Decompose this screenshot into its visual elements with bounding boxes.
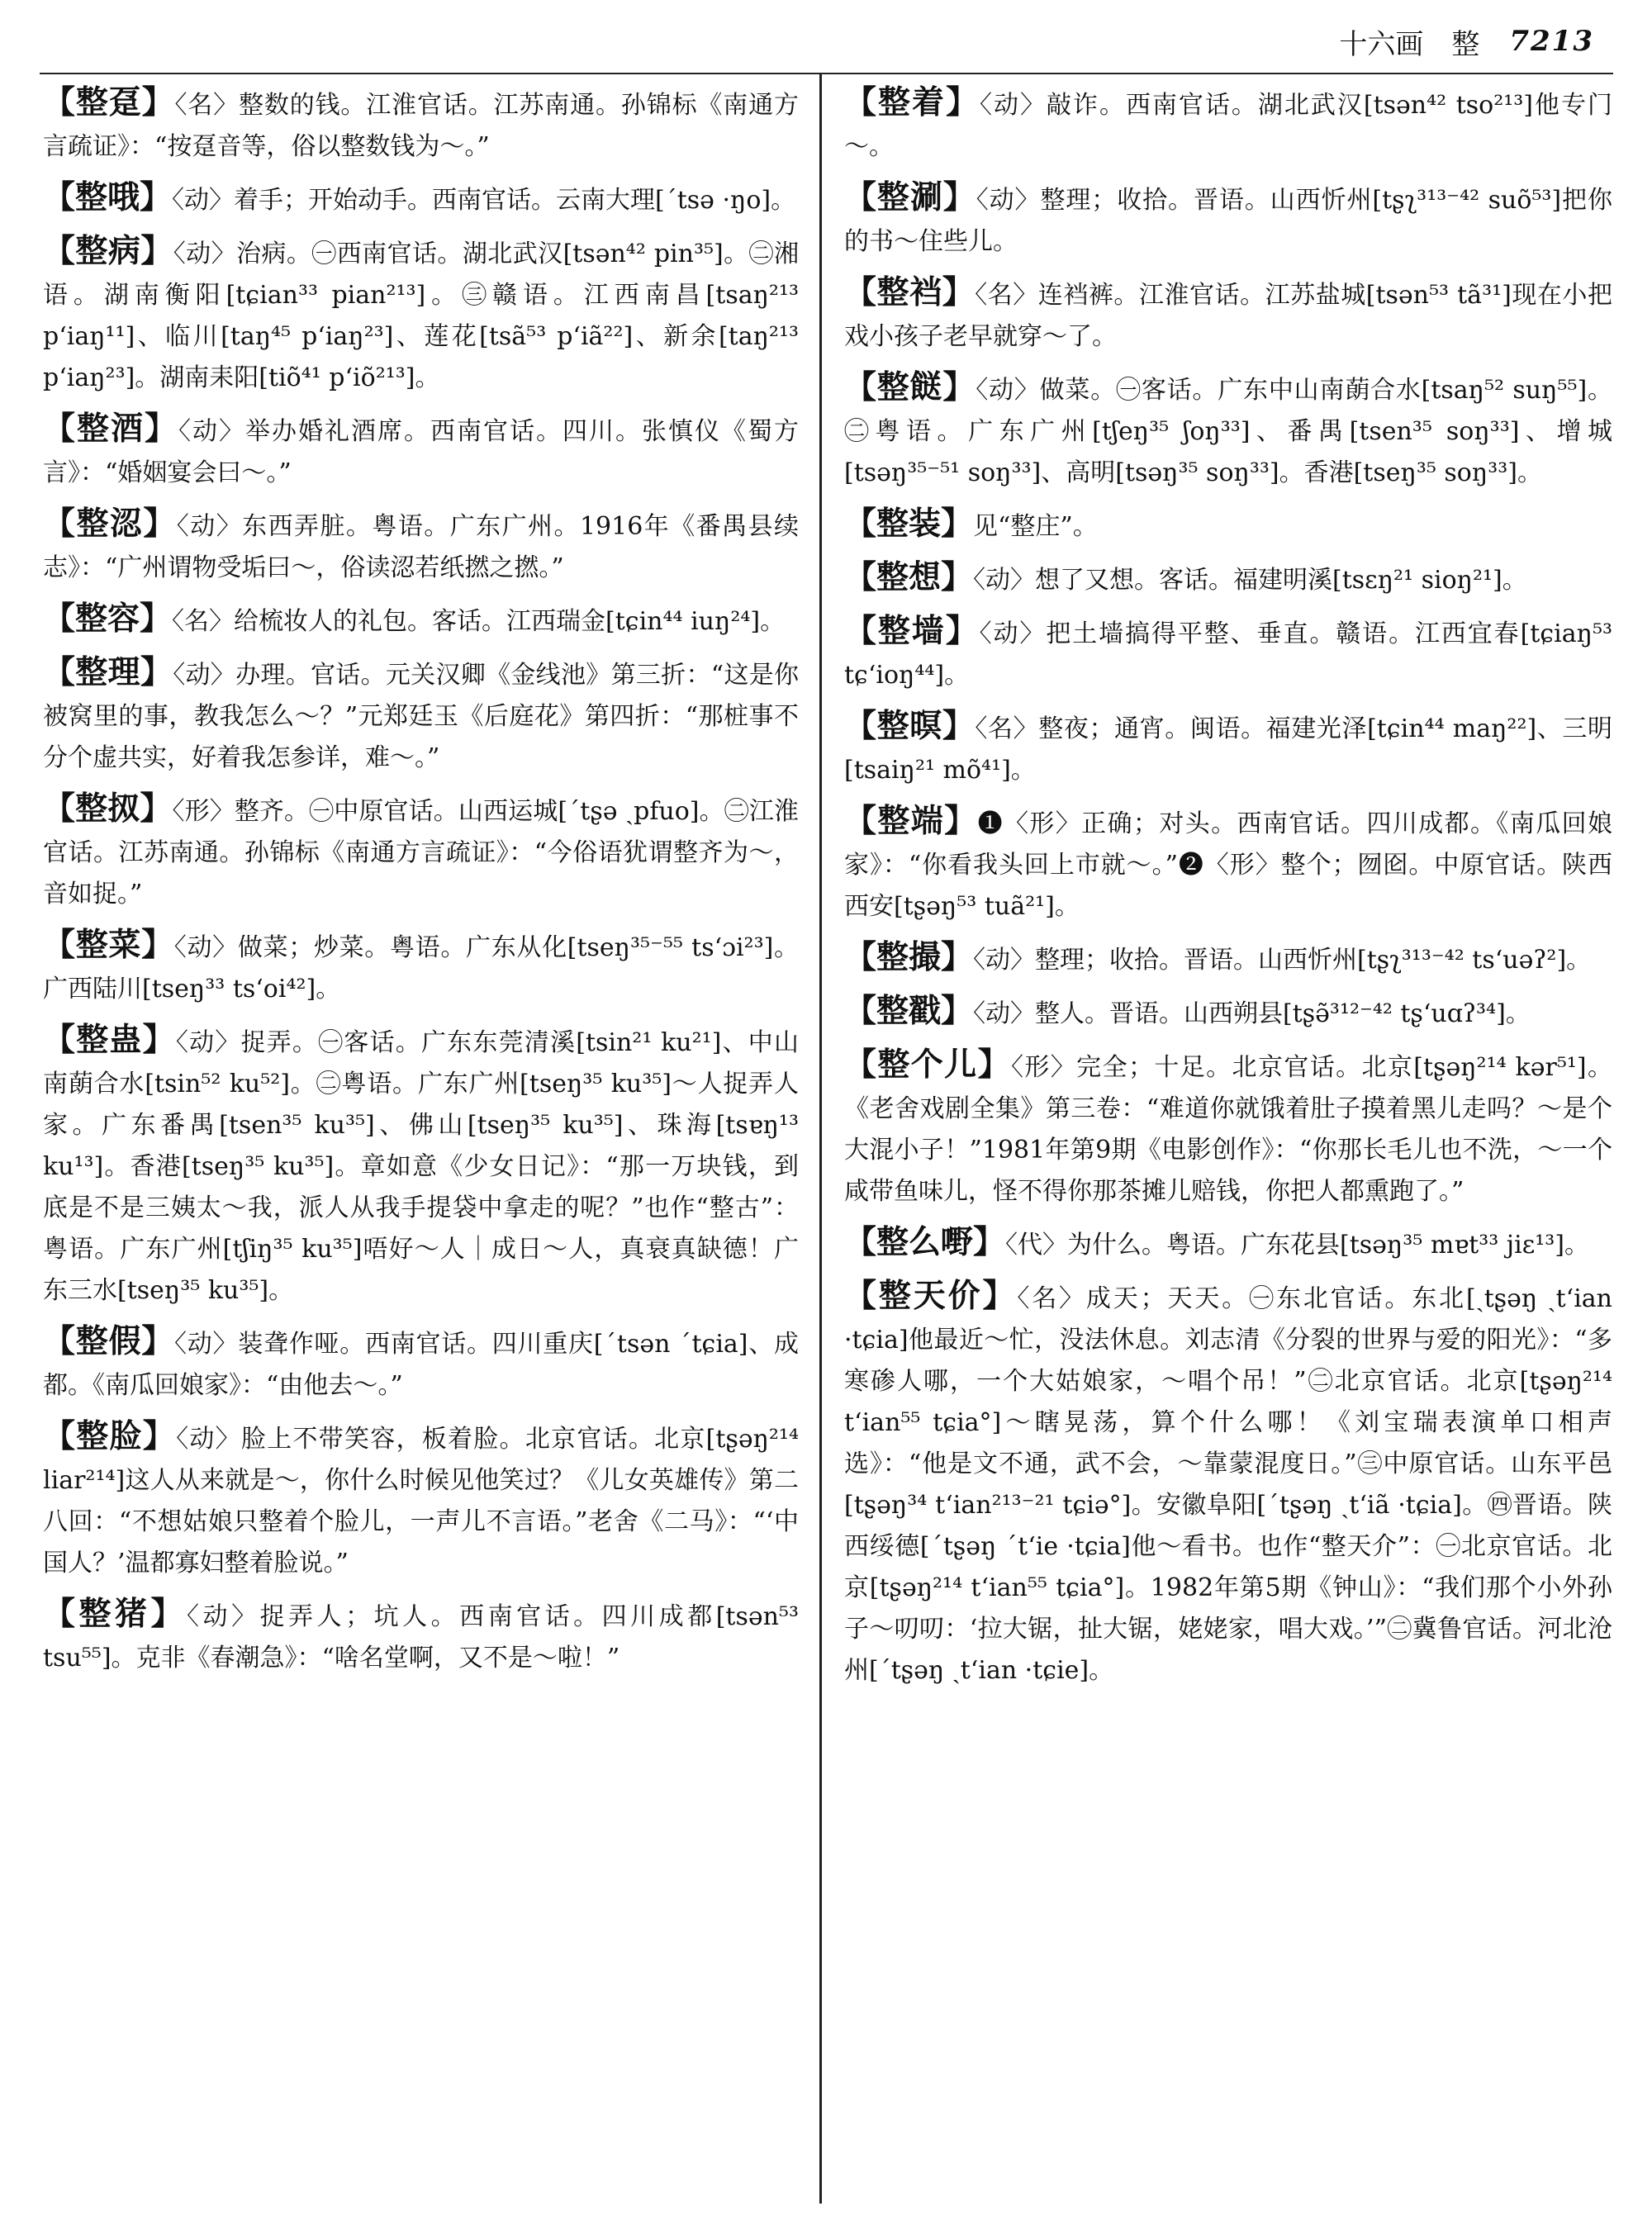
entry-headword: 【整餸】 [844,369,976,406]
entry-headword: 【整菜】 [43,927,174,964]
dictionary-entry [43,83,799,168]
entry-headword: 【整脸】 [43,1418,177,1455]
entry-definition: 见“整庄”。 [973,512,1098,541]
dictionary-entry [43,1020,799,1312]
entry-definition: 〈动〉整人。晋语。山西朔县[tʂə̃³¹²⁻⁴² tʂʻuɑʔ³⁴]。 [973,999,1531,1028]
entry-definition: 〈动〉做菜。㊀客话。广东中山南蓢合水[tsaŋ⁵² suŋ⁵⁵]。㊁粤语。广东广州[tʃeŋ³⁵ ʃoŋ³³]、番禺[tsen³⁵ soŋ³³]、增城[tsəŋ³⁵⁻⁵¹ soŋ³³]、高明[tsəŋ³⁵ soŋ³³]。香港[tseŋ³⁵ soŋ³³]。 [844,376,1612,487]
dictionary-entry [844,1222,1612,1266]
entry-headword: 【整着】 [844,84,980,121]
right-column [844,83,1612,1701]
entry-definition: 〈动〉捉弄。㊀客话。广东东莞清溪[tsin²¹ ku²¹]、中山南蓢合水[tsin⁵² ku⁵²]。㊁粤语。广东广州[tseŋ³⁵ ku³⁵]～人捉弄人家。广东番禺[tsen³⁵ ku³⁵]、佛山[tseŋ³⁵ ku³⁵]、珠海[tsɐŋ¹³ ku¹³]。香港[tseŋ³⁵ ku³⁵]。章如意《少女日记》：“那一万块钱，到底是不是三姨太～我，派人从我手提袋中拿走的呢？”也作“整古”：粤语。广东广州[tʃiŋ³⁵ ku³⁵]唔好～人｜成日～人，真衰真缺德！广东三水[tseŋ³⁵ ku³⁵]。 [43,1028,799,1305]
entry-definition: 〈动〉东西弄脏。粤语。广东广州。1916年《番禺县续志》：“广州谓物受垢曰～，俗读涊若纸撚之撚。” [43,512,799,582]
header-rule [40,73,1613,74]
entry-headword: 【整酒】 [43,410,178,448]
entry-headword: 【整墙】 [844,613,980,650]
entry-headword: 【整猪】 [43,1596,188,1633]
entry-headword: 【整涊】 [43,505,177,543]
entry-headword: 【整撮】 [844,939,974,976]
entry-definition: 〈动〉装聋作哑。西南官话。四川重庆[ˊtsən ˊtɕia]、成都。《南瓜回娘家》：“由他去～。” [43,1330,799,1400]
dictionary-entry [43,925,799,1010]
dictionary-entry [43,599,799,643]
entry-headword: 【整裆】 [844,274,976,311]
entry-headword: 【整么嘢】 [844,1224,1006,1261]
page-number: 7213 [1509,25,1594,58]
entry-definition: ❶〈形〉正确；对头。西南官话。四川成都。《南瓜回娘家》：“你看我头回上市就～。”❷〈形〉整个；囫囵。中原官话。陕西西安[tʂəŋ⁵³ tuã²¹]。 [844,809,1612,921]
dictionary-entry [43,652,799,779]
section-title: 十六画 整 [1339,27,1480,61]
dictionary-entry [43,409,799,494]
entry-definition: 〈形〉完全；十足。北京官话。北京[tʂəŋ²¹⁴ kər⁵¹]。《老舍戏剧全集》第三卷：“难道你就饿着肚子摸着黑儿走吗？～是个大混小子！”1981年第9期《电影创作》：“你那长毛儿也不洗，～一个咸带鱼味儿，怪不得你那茶摊儿赔钱，你把人都熏跑了。” [844,1053,1612,1206]
dictionary-entry [844,558,1612,601]
entry-headword: 【整病】 [43,233,173,270]
entry-definition: 〈动〉举办婚礼酒席。西南官话。四川。张慎仪《蜀方言》：“婚姻宴会曰～。” [43,417,799,487]
entry-headword: 【整假】 [43,1323,174,1360]
left-column [43,83,799,1689]
entry-headword: 【整端】 [844,803,978,840]
entry-headword: 【整装】 [844,505,974,543]
entry-definition: 〈名〉整数的钱。江淮官话。江苏南通。孙锦标《南通方言疏证》：“按趸音等，俗以整数钱为～。” [43,91,799,161]
entry-definition: 〈名〉连裆裤。江淮官话。江苏盐城[tsən⁵³ tã³¹]现在小把戏小孩子老早就穿～了。 [844,281,1612,351]
entry-definition: 〈代〉为什么。粤语。广东花县[tsəŋ³⁵ mɐt³³ jiɛ¹³]。 [1005,1231,1590,1260]
entry-definition: 〈动〉整理；收拾。晋语。山西忻州[tʂʅ³¹³⁻⁴² suõ⁵³]把你的书～住些儿。 [844,186,1612,256]
dictionary-entry [43,789,799,915]
entry-definition: 〈名〉给梳妆人的礼包。客话。江西瑞金[tɕin⁴⁴ iuŋ²⁴]。 [172,607,786,636]
dictionary-entry [43,504,799,589]
entry-headword: 【整涮】 [844,179,976,216]
entry-definition: 〈动〉办理。官话。元关汉卿《金线池》第三折：“这是你被窝里的事，教我怎么～？”元郑廷玉《后庭花》第四折：“那桩事不分个虚共实，好着我怎参详，难～。” [43,661,799,772]
dictionary-entry [844,937,1612,981]
entry-definition: 〈名〉整夜；通宵。闽语。福建光泽[tɕin⁴⁴ maŋ²²]、三明[tsaiŋ²¹ mõ⁴¹]。 [844,714,1612,785]
dictionary-entry [844,1045,1612,1212]
entry-headword: 【整想】 [844,559,974,596]
entry-definition: 〈动〉脸上不带笑容，板着脸。北京官话。北京[tʂəŋ²¹⁴ liar²¹⁴]这人从来就是～，你什么时候见他笑过？《儿女英雄传》第二八回：“不想姑娘只整着个脸儿，一声儿不言语。”老舍《二马》：“‘中国人？’温都寡妇整着脸说。” [43,1425,799,1578]
dictionary-entry [43,231,799,399]
dictionary-entry [844,368,1612,494]
entry-definition: 〈动〉治病。㊀西南官话。湖北武汉[tsən⁴² pin³⁵]。㊁湘语。湖南衡阳[tɕian³³ pian²¹³]。㊂赣语。江西南昌[tsaŋ²¹³ pʻiaŋ¹¹]、临川[taŋ⁴⁵ pʻiaŋ²³]、莲花[tsã⁵³ pʻiã²²]、新余[taŋ²¹³ pʻiaŋ²³]。湖南耒阳[tiõ⁴¹ pʻiõ²¹³]。 [43,240,799,392]
entry-headword: 【整㧐】 [43,790,173,828]
entry-definition: 〈形〉整齐。㊀中原官话。山西运城[ˊtʂə ˏpfuo]。㊁江淮官话。江苏南通。孙锦标《南通方言疏证》：“今俗语犹谓整齐为～，音如捉。” [43,797,799,909]
entry-definition: 〈动〉把土墙搞得平整、垂直。赣语。江西宜春[tɕiaŋ⁵³ tɕʻioŋ⁴⁴]。 [844,619,1612,690]
entry-definition: 〈动〉做菜；炒菜。粤语。广东从化[tseŋ³⁵⁻⁵⁵ tsʻɔi²³]。广西陆川[tseŋ³³ tsʻoi⁴²]。 [43,933,799,1004]
dictionary-entry [844,991,1612,1035]
dictionary-entry [844,273,1612,358]
dictionary-entry [844,504,1612,548]
entry-definition: 〈动〉着手；开始动手。西南官话。云南大理[ˊtsə ·ŋo]。 [172,186,796,215]
entry-headword: 【整哦】 [43,179,173,216]
entry-headword: 【整趸】 [43,84,175,121]
entry-headword: 【整戳】 [844,993,974,1030]
dictionary-entry [43,1594,799,1679]
entry-definition: 〈名〉成天；天天。㊀东北官话。东北[ˏtʂəŋ ˏtʻian ·tɕia]他最近～忙，没法休息。刘志清《分裂的世界与爱的阳光》：“多寒碜人哪，一个大姑娘家，～唱个吊！”㊁北京官话。北京[tʂəŋ²¹⁴ tʻian⁵⁵ tɕia°]～瞎晃荡，算个什么哪！《刘宝瑞表演单口相声选》：“他是文不通，武不会，～靠蒙混度日。”㊂中原官话。山东平邑[tʂəŋ³⁴ tʻian²¹³⁻²¹ tɕiə°]。安徽阜阳[ˊtʂəŋ ˏtʻiã ·tɕia]。㊃晋语。陕西绥德[ˊtʂəŋ ˊtʻie ·tɕia]他～看书。也作“整天介”：㊀北京官话。北京[tʂəŋ²¹⁴ tʻian⁵⁵ tɕia°]。1982年第5期《钟山》：“我们那个小外孙子～叨叨：‘拉大锯，扯大锯，姥姥家，唱大戏。’”㊁冀鲁官话。河北沧州[ˊtʂəŋ ˏtʻian ·tɕie]。 [844,1284,1612,1685]
dictionary-entry [844,83,1612,168]
entry-headword: 【整理】 [43,654,173,691]
entry-definition: 〈动〉敲诈。西南官话。湖北武汉[tsən⁴² tso²¹³]他专门～。 [844,91,1612,161]
dictionary-entry [844,611,1612,696]
entry-definition: 〈动〉捉弄人；坑人。西南官话。四川成都[tsən⁵³ tsu⁵⁵]。克非《春潮急》：“啥名堂啊，又不是～啦！” [43,1602,799,1672]
entry-headword: 【整天价】 [844,1278,1018,1315]
dictionary-entry [43,1321,799,1407]
dictionary-entry [844,178,1612,263]
dictionary-entry [844,1276,1612,1691]
dictionary-entry [43,1416,799,1584]
entry-headword: 【整个儿】 [844,1046,1011,1084]
dictionary-entry [844,801,1612,928]
running-header [1339,18,1594,64]
entry-definition: 〈动〉想了又想。客话。福建明溪[tsɛŋ²¹ sioŋ²¹]。 [973,566,1527,595]
dictionary-entry [844,706,1612,791]
entry-headword: 【整容】 [43,600,173,638]
dictionary-entry [43,178,799,221]
entry-definition: 〈动〉整理；收拾。晋语。山西忻州[tʂʅ³¹³⁻⁴² tsʻuəʔ²]。 [973,946,1592,975]
entry-headword: 【整暝】 [844,708,976,745]
column-divider [819,73,822,2204]
entry-headword: 【整蛊】 [43,1022,176,1059]
